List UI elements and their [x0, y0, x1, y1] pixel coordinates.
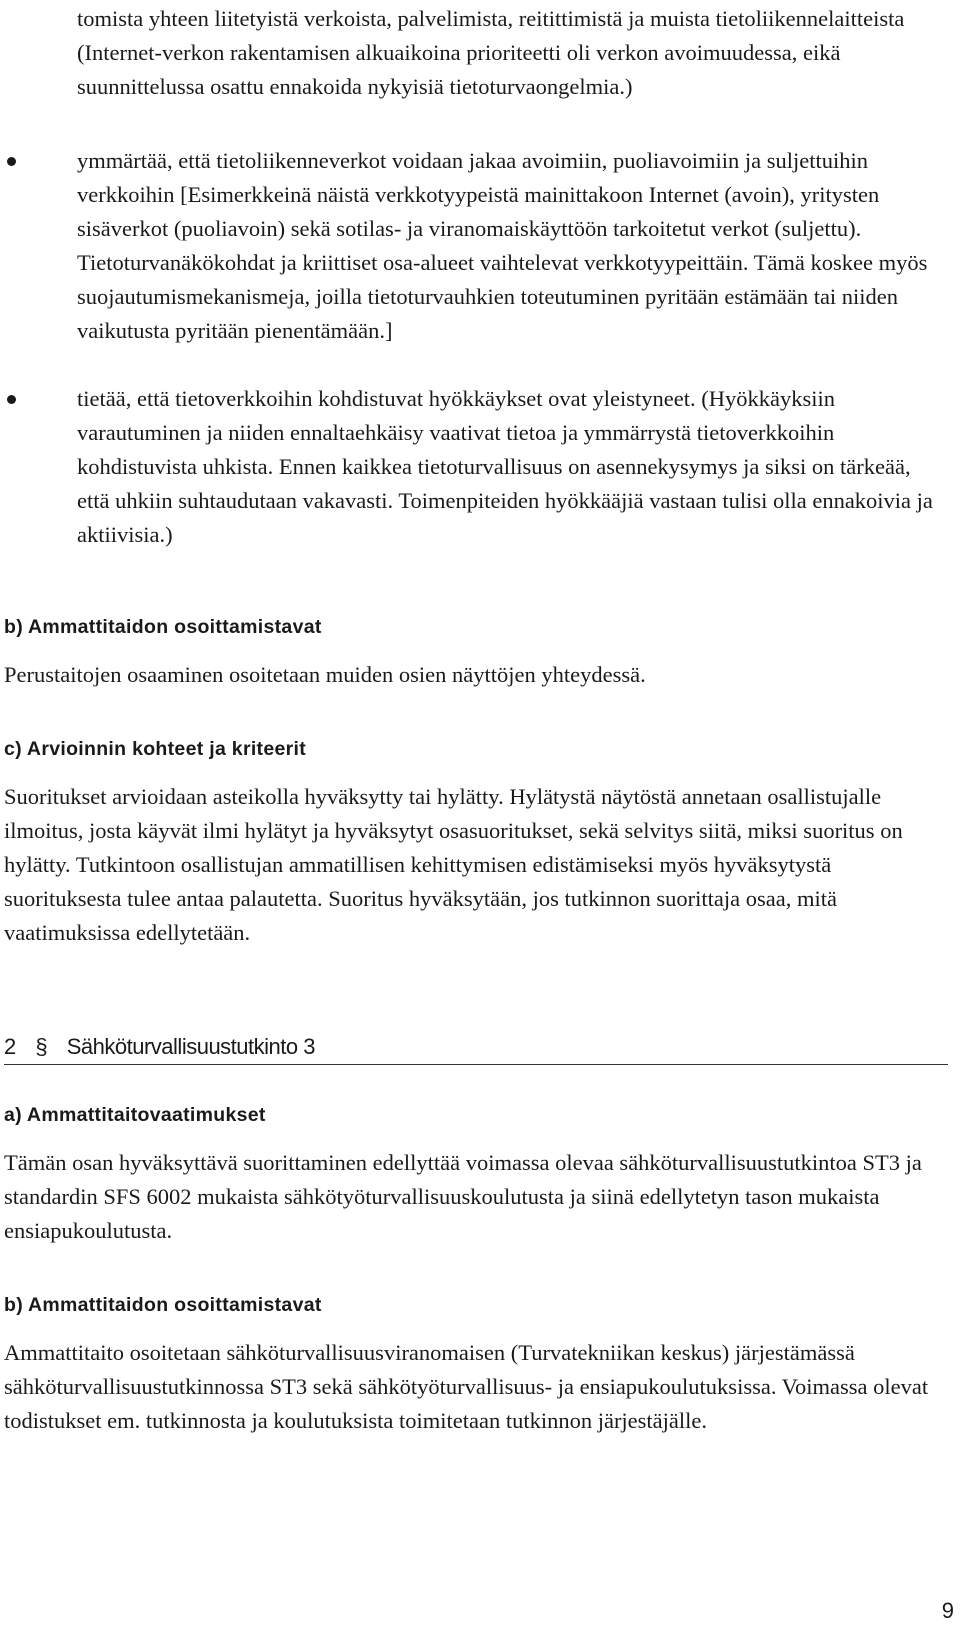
bullet-text: ymmärtää, että tietoliikenneverkot voidaan jakaa avoimiin, puoliavoimiin ja suljettuihin verkkoihin [Esimerkkeinä näistä verkkotyypeistä mainittakoon Internet (avoin), yritysten sisäverkot (puoliavoin) sekä sotilas- ja viranomaiskäyttöön tarkoitetut verkot (suljettu). Tietoturvanäkökohdat ja kriittiset osa-alueet vaihtelevat verkkotyypeittäin. Tämä koskee myös suojautumismekanismeja, joilla tietoturvauhkien toteutuminen pyritään estämään tai niiden vaikutusta pyritään pienentämään.] [77, 148, 928, 343]
bullet-text: tietää, että tietoverkkoihin kohdistuvat hyökkäykset ovat yleistyneet. (Hyökkäyksiin varautuminen ja niiden ennaltaehkäisy vaativat tietoa ja ymmärrystä tietoverkkoihin kohdistuvista uhkista. Ennen kaikkea tietoturvallisuus on asennekysymys ja siksi on tärkeää, että uhkiin suhtaudutaan vakavasti. Toimenpiteiden hyökkääjiä vastaan tulisi olla ennakoivia ja aktiivisia.) [77, 386, 933, 547]
subheading-b: b) Ammattitaidon osoittamistavat [4, 616, 322, 638]
paragraph-b2: Ammattitaito osoitetaan sähköturvallisuusviranomaisen (Turvatekniikan keskus) järjestämässä sähköturvallisuustutkinnossa ST3 sekä sähkötyöturvallisuus- ja ensiapukoulutuksissa. Voimassa olevat todistukset em. tutkinnosta ja koulutuksista toimitetaan tutkinnon järjestäjälle. [4, 1340, 929, 1433]
section-title: Sähköturvallisuustutkinto 3 [66, 1034, 315, 1059]
intro-paragraph: tomista yhteen liitetyistä verkoista, palvelimista, reitittimistä ja muista tietoliikennelaitteista (Internet-verkon rakentamisen alkuaikoina prioriteetti oli verkon avoimuudessa, eikä suunnittelussa osattu ennakoida nykyisiä tietoturvaongelmia.) [77, 6, 905, 99]
section-number: 2 [4, 1034, 16, 1059]
page-number: 9 [941, 1598, 954, 1623]
subheading-b2: b) Ammattitaidon osoittamistavat [4, 1294, 322, 1316]
bullet-icon [7, 395, 16, 404]
bullet-icon [7, 157, 16, 166]
section-heading [4, 1034, 948, 1065]
section-symbol: § [35, 1034, 48, 1059]
subheading-a: a) Ammattitaitovaatimukset [4, 1104, 266, 1126]
paragraph-b: Perustaitojen osaaminen osoitetaan muiden osien näyttöjen yhteydessä. [4, 662, 646, 687]
subheading-c: c) Arvioinnin kohteet ja kriteerit [4, 738, 307, 760]
paragraph-c: Suoritukset arvioidaan asteikolla hyväksytty tai hylätty. Hylätystä näytöstä annetaan osallistujalle ilmoitus, josta käyvät ilmi hylätyt ja hyväksytyt osasuoritukset, sekä selvitys siitä, miksi suoritus on hylätty. Tutkintoon osallistujan ammatillisen kehittymisen edistämiseksi myös hyväksytystä suorituksesta tulee antaa palautetta. Suoritus hyväksytään, jos tutkinnon suorittaja osaa, mitä vaatimuksissa edellytetään. [4, 784, 903, 945]
paragraph-a: Tämän osan hyväksyttävä suorittaminen edellyttää voimassa olevaa sähköturvallisuustutkintoa ST3 ja standardin SFS 6002 mukaista sähkötyöturvallisuuskoulutusta ja siinä edellytetyn tason mukaista ensiapukoulutusta. [4, 1150, 922, 1243]
